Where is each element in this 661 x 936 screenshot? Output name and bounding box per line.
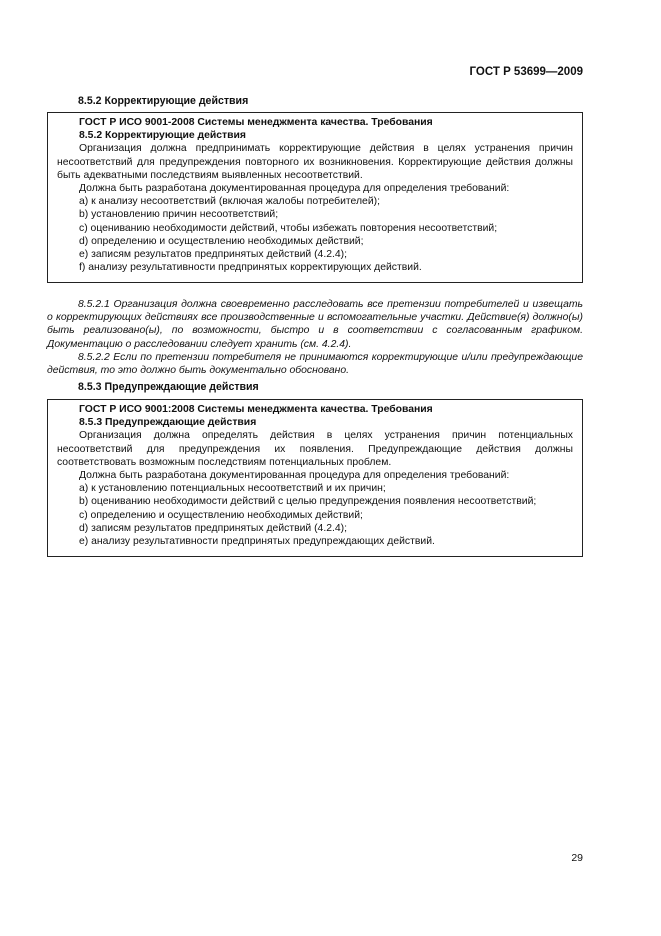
list-item: c) определению и осуществлению необходимых действий; <box>79 509 363 521</box>
note-8-5-2-1: 8.5.2.1 Организация должна своевременно расследовать все претензии потребителей и извещать о корректирующих действиях все производственные и вспомогательные участки. Действие(я) должно(ы) быть реализовано(ы), по возможности, быстро и в соответствии с согласованным графиком. Документацию о расследовании следует хранить (см. 4.2.4). <box>47 299 583 350</box>
list-item: f) анализу результативности предпринятых корректирующих действий. <box>79 262 422 274</box>
list-item: a) к анализу несоответствий (включая жалобы потребителей); <box>79 196 380 208</box>
box-subheading: 8.5.3 Предупреждающие действия <box>79 417 257 429</box>
list-item: c) оцениванию необходимости действий, чтобы избежать повторения несоответствий; <box>79 222 498 234</box>
list-item: b) установлению причин несоответствий; <box>79 209 279 221</box>
list-item: d) записям результатов предпринятых действий (4.2.4); <box>79 522 348 534</box>
box-paragraph: Должна быть разработана документированная процедура для определения требований: <box>79 183 510 195</box>
note-8-5-2-2: 8.5.2.2 Если по претензии потребителя не принимаются корректирующие и/или предупреждающие действия, то это должно быть документально обосновано. <box>47 351 583 377</box>
list-item: b) оцениванию необходимости действий с целью предупреждения появления несоответствий; <box>79 496 537 508</box>
box-paragraph: Организация должна предпринимать корректирующие действия в целях устранения причин несоответствий для предупреждения повторного их возникновения. Корректирующие действия должны быть адекватными последствиям выявленных несоответствий. <box>57 143 573 181</box>
quote-box-corrective-actions <box>47 112 583 283</box>
page-number: 29 <box>571 852 583 864</box>
notes-block <box>47 298 583 377</box>
list-item: e) анализу результативности предпринятых предупреждающих действий. <box>79 536 435 548</box>
list-item: a) к установлению потенциальных несоответствий и их причин; <box>79 483 386 495</box>
list-item: d) определению и осуществлению необходимых действий; <box>79 235 364 247</box>
box-subheading: 8.5.2 Корректирующие действия <box>79 130 246 142</box>
box-paragraph: Организация должна определять действия в целях устранения причин потенциальных несоответствий для предупреждения их появления. Предупреждающие действия должны соответствовать возможным последствиям потенциальных проблем. <box>57 430 573 468</box>
section-heading-8-5-3: 8.5.3 Предупреждающие действия <box>78 381 259 393</box>
box-title: ГОСТ Р ИСО 9001-2008 Системы менеджмента качества. Требования <box>79 117 433 128</box>
list-item: e) записям результатов предпринятых действий (4.2.4); <box>79 249 348 261</box>
quote-box-preventive-actions <box>47 399 583 557</box>
document-code: ГОСТ Р 53699—2009 <box>469 66 583 78</box>
section-heading-8-5-2: 8.5.2 Корректирующие действия <box>78 95 249 107</box>
box-paragraph: Должна быть разработана документированная процедура для определения требований: <box>79 470 510 482</box>
box-title: ГОСТ Р ИСО 9001:2008 Системы менеджмента качества. Требования <box>79 404 433 415</box>
